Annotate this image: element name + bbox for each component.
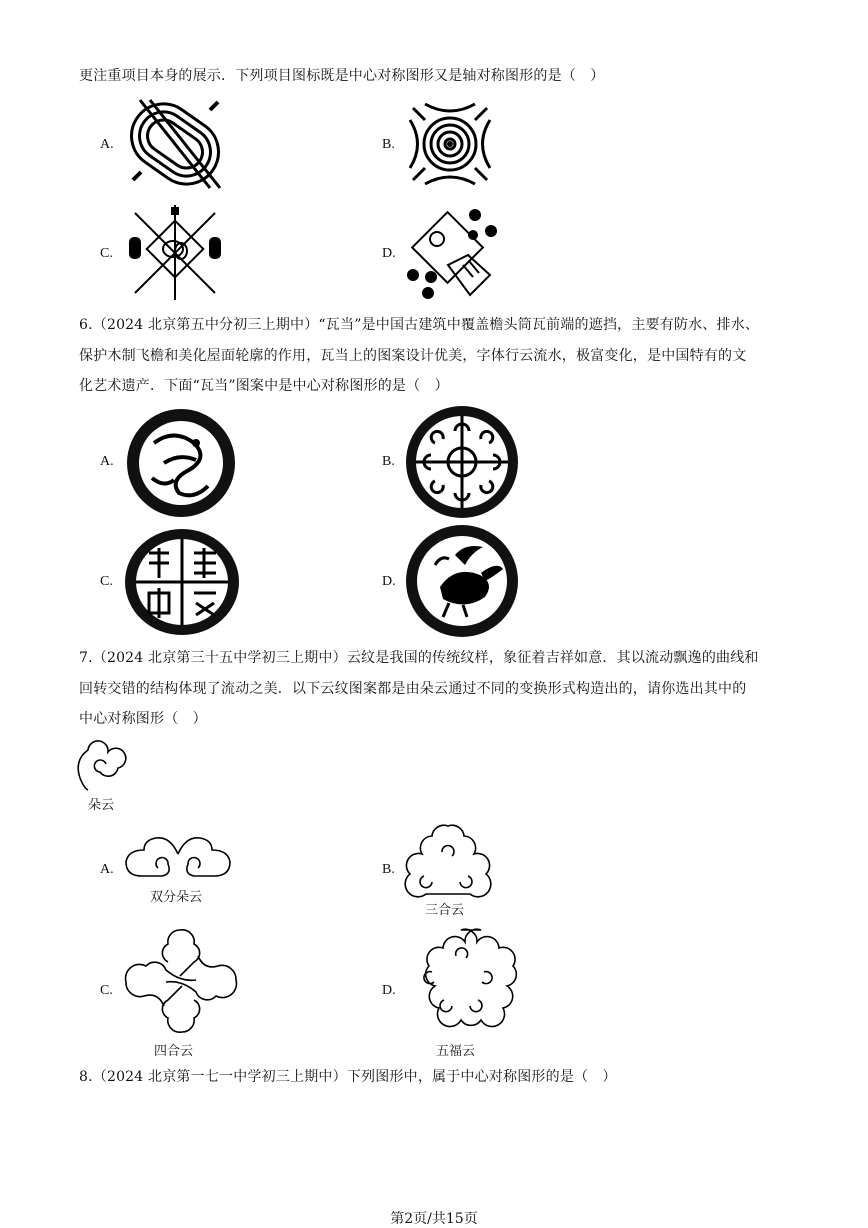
option-label-c: C. <box>100 983 113 998</box>
five-cloud-figure <box>404 926 518 1034</box>
sample-caption: 朵云 <box>88 798 115 813</box>
option-label-a: A. <box>100 862 114 877</box>
option-label-c: C. <box>100 574 113 589</box>
question-6-line-2: 保护木制飞檐和美化屋面轮廓的作用，瓦当上的图案设计优美，字体行云流水，极富变化，是中国特有的文 <box>79 348 747 364</box>
option-label-d: D. <box>382 574 396 589</box>
triple-cloud-figure <box>402 822 494 902</box>
option-c-caption: 四合云 <box>154 1044 194 1059</box>
option-label-a: A. <box>100 454 114 469</box>
character-tile-image <box>124 528 240 640</box>
option-label-b: B. <box>382 454 395 469</box>
fencing-icon <box>125 205 225 304</box>
question-7-line-2: 回转交错的结构体现了流动之美．以下云纹图案都是由朵云通过不同的变换形式构造出的，请你选出其中的 <box>79 681 747 697</box>
question-8-stem: 8.（2024 北京第一七一中学初三上期中）下列图形中，属于中心对称图形的是（ ） <box>79 1069 617 1085</box>
option-label-b: B. <box>382 862 395 877</box>
option-d-caption: 五福云 <box>436 1044 476 1059</box>
question-5-stem: 更注重项目本身的展示．下列项目图标既是中心对称图形又是轴对称图形的是（ ） <box>79 68 605 84</box>
question-6-line-3: 化艺术遗产．下面“瓦当”图案中是中心对称图形的是（ ） <box>79 378 449 394</box>
double-cloud-figure <box>122 832 234 888</box>
question-7-line-1: 7.（2024 北京第三十五中学初三上期中）云纹是我国的传统纹样，象征着吉祥如意．其以流动飘逸的曲线和 <box>79 650 759 666</box>
question-7-line-3: 中心对称图形（ ） <box>79 711 207 727</box>
racetrack-icon <box>125 98 225 194</box>
option-label-d: D. <box>382 246 396 261</box>
option-label-d: D. <box>382 983 396 998</box>
phoenix-tile-image <box>405 525 519 641</box>
soccer-icon <box>403 205 503 304</box>
option-label-a: A. <box>100 137 114 152</box>
quad-cloud-figure <box>122 926 240 1040</box>
dragon-tile-image <box>124 408 238 522</box>
option-b-caption: 三合云 <box>425 903 465 918</box>
page-footer: 第2页/共15页 <box>390 1211 478 1227</box>
single-cloud-figure <box>76 736 128 796</box>
question-6-line-1: 6.（2024 北京第五中分初三上期中）“瓦当”是中国古建筑中覆盖檐头筒瓦前端的遮挡，主要有防水、排水、 <box>79 317 760 333</box>
option-a-caption: 双分朵云 <box>150 890 203 905</box>
archery-target-icon <box>405 100 495 192</box>
option-label-b: B. <box>382 137 395 152</box>
option-label-c: C. <box>100 246 113 261</box>
cloud-scroll-tile-image <box>405 405 519 523</box>
